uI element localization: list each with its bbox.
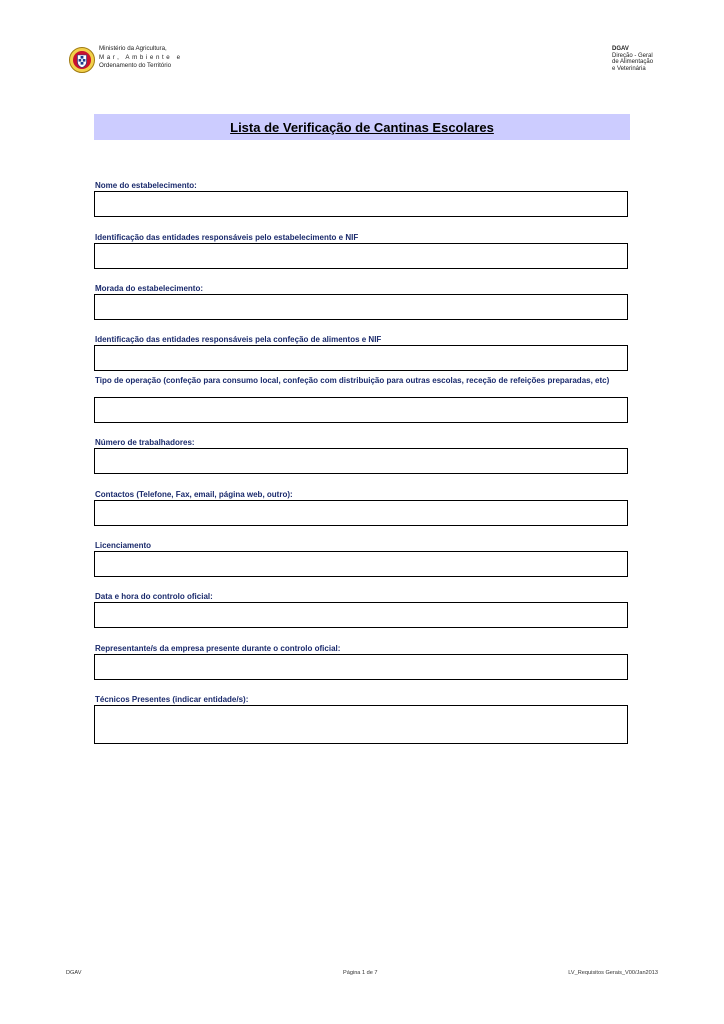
field-licensing[interactable] bbox=[94, 551, 628, 577]
dgav-line-2: de Alimentação bbox=[612, 59, 654, 66]
document-reference: LV_Requisitos Gerais_V00/Jan2013 bbox=[568, 970, 658, 976]
field-label-food-preparation-entities: Identificação das entidades responsáveis pela confeção de alimentos e NIF bbox=[95, 335, 382, 344]
ministry-header bbox=[68, 45, 183, 75]
field-address[interactable] bbox=[94, 294, 628, 320]
field-responsible-entities[interactable] bbox=[94, 243, 628, 269]
field-establishment-name[interactable] bbox=[94, 191, 628, 217]
ministry-line-2: Mar, Ambiente e bbox=[99, 53, 183, 61]
field-technicians-present[interactable] bbox=[94, 705, 628, 744]
page-number: Página 1 de 7 bbox=[343, 970, 378, 976]
field-label-address: Morada do estabelecimento: bbox=[95, 284, 204, 293]
dgav-abbr: DGAV bbox=[612, 46, 629, 52]
footer-left: DGAV bbox=[66, 970, 82, 976]
dgav-line-1: Direção - Geral bbox=[612, 52, 653, 59]
ministry-line-3: Ordenamento do Território bbox=[99, 62, 172, 70]
field-food-preparation-entities[interactable] bbox=[94, 345, 628, 371]
field-number-of-workers[interactable] bbox=[94, 448, 628, 474]
field-company-representatives[interactable] bbox=[94, 654, 628, 680]
field-contacts[interactable] bbox=[94, 500, 628, 526]
title-bar bbox=[94, 114, 630, 140]
page-title: Lista de Verificação de Cantinas Escolares bbox=[230, 119, 494, 135]
field-label-responsible-entities: Identificação das entidades responsáveis pelo estabelecimento e NIF bbox=[95, 233, 359, 242]
field-label-establishment-name: Nome do estabelecimento: bbox=[95, 181, 197, 190]
field-operation-type[interactable] bbox=[94, 397, 628, 423]
portuguese-coat-of-arms-icon bbox=[68, 45, 96, 75]
field-label-control-datetime: Data e hora do controlo oficial: bbox=[95, 592, 213, 601]
ministry-line-1: Ministério da Agricultura, bbox=[99, 45, 167, 52]
field-control-datetime[interactable] bbox=[94, 602, 628, 628]
field-label-company-representatives: Representante/s da empresa presente durante o controlo oficial: bbox=[95, 644, 341, 653]
field-label-number-of-workers: Número de trabalhadores: bbox=[95, 438, 195, 447]
dgav-line-3: e Veterinária bbox=[612, 65, 646, 72]
field-label-technicians-present: Técnicos Presentes (indicar entidade/s): bbox=[95, 695, 249, 704]
field-label-contacts: Contactos (Telefone, Fax, email, página web, outro): bbox=[95, 490, 293, 499]
dgav-header bbox=[612, 46, 653, 72]
field-label-licensing: Licenciamento bbox=[95, 541, 152, 550]
field-label-operation-type: Tipo de operação (confeção para consumo local, confeção com distribuição para outras escolas, receção de refeições preparadas, etc) bbox=[95, 376, 610, 385]
ministry-name bbox=[99, 45, 183, 71]
